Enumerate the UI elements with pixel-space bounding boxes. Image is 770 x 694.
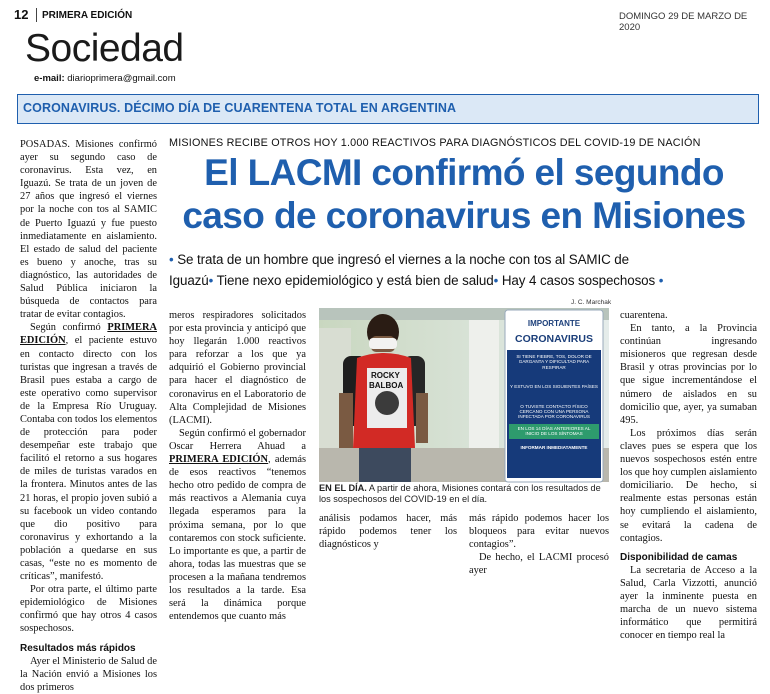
poster-block-4: EN LOS 14 DÍAS ANTERIORES AL INICIO DE LOS SÍNTOMAS [509,424,599,439]
poster-title-1: IMPORTANTE [527,319,581,328]
kicker: MISIONES RECIBE OTROS HOY 1.000 REACTIVOS PARA DIAGNÓSTICOS DEL COVID-19 DE NACIÓN [169,137,701,149]
under-photo-column-1: análisis podamos hacer, más rápido podemos tener los diagnósticos y [319,513,457,551]
summary-item-3: Hay 4 casos sospechosos [501,273,656,288]
section-title: Sociedad [25,27,184,70]
photo-caption-text: A partir de ahora, Misiones contará con los resultados de los sospechosos del COVID-19 en el día. [319,483,601,504]
issue-date: DOMINGO 29 DE MARZO DE 2020 [619,11,748,33]
poster-block-2: Y ESTUVO EN LOS SIGUIENTES PAÍSES [510,384,598,390]
primera-edicion-link[interactable]: PRIMERA EDICIÓN [20,322,157,347]
section-email [34,73,176,84]
right-paragraph: cuarentena. [620,310,668,321]
summary-item-2: Tiene nexo epidemiológico y está bien de salud [216,273,494,288]
summary: • Se trata de un hombre que ingresó el viernes a la noche con tos al SAMIC de Iguazú• Tiene nexo epidemiológico y está bien de salud• Hay 4 casos sospechosos • [169,252,664,288]
topic-banner [17,94,759,124]
header-divider [36,8,37,22]
subheading-camas: Disponibilidad de camas [620,551,738,563]
shirt-text-1: ROCKY [371,371,400,380]
right-paragraph: La secretaria de Acceso a la Salud, Carla Vizzotti, anunció ayer la inminente puesta en marcha de un nuevo sistema informático que permitirá conocer en tiempo real la [620,564,757,642]
edition-label: PRIMERA EDICIÓN [42,10,133,21]
topic-banner-text: CORONAVIRUS. DÉCIMO DÍA DE CUARENTENA TOTAL EN ARGENTINA [23,101,457,115]
poster-block-1: SI TIENE FIEBRE, TOS, DOLOR DE GARGANTA Y DIFICULTAD PARA RESPIRAR [516,354,592,370]
middle-column [169,309,307,623]
email-address[interactable]: diarioprimera@gmail.com [67,73,176,84]
headline [169,151,759,237]
left-paragraph: POSADAS. Misiones confirmó ayer su segundo caso de coronavirus. Esta vez, en Iguazú. Se trata de un joven de 27 años que ingresó el viernes por la noche con tos al SAMIC de Puerto Iguazú y fue puesto inmediatamente en aislamiento. El estado de salud del paciente es bueno y anoche, tras su diagnóstico, las autoridades de Salud Pública iniciaron la búsqueda de contactos para tratar de evitar contagios. [20,139,157,321]
right-paragraph: En tanto, a la Provincia continúan ingresando misioneros que regresan desde Brasil y otras provincias por lo que sigue incrementándose el número de aislados en su domicilio que, ayer, ya sumaban 495. [620,323,757,426]
photo-caption-label: EN EL DÍA. [319,483,367,493]
right-column [620,309,757,642]
primera-edicion-link[interactable]: PRIMERA EDICIÓN [169,454,268,466]
summary-item-1-cont: Iguazú [169,273,209,288]
shirt-text-2: BALBOA [369,381,404,390]
under-photo-column-2: más rápido podemos hacer los bloqueos para evitar nuevos contagios”. De hecho, el LACMI procesó ayer [469,513,609,577]
poster-title-2: CORONAVIRUS [515,333,593,345]
middle-paragraph: meros respiradores solicitados por esta provincia y anticipó que hoy llegarán 1.000 reactivos para reforzar a los que ya adquirió el Gobierno provincial para hacer el diagnóstico de coronavirus en el Laboratorio de Alta Complejidad de Misiones (LACMI). [169,310,306,426]
article-photo [319,308,609,482]
poster-footer: INFORMAR INMEDIATAMENTE [520,444,588,450]
left-paragraph: Según confirmó PRIMERA EDICIÓN, el paciente estuvo en contacto directo con los turistas que ingresan a través de Brasil pues estaba a cargo de este operativo como supervisor de la Empresa Río Uruguay. Contaba con todos los elementos de protección para poder desempeñar este trabajo que facilitó el retorno a sus hogares de miles de turistas varados en la frontera. Minutos antes de las 21 horas, el propio joven subió a su facebook un video contando que dio positivo para coronavirus y exhortando a la población a quedarse en sus casas, “este no es momento de críticas”, manifestó. [20,322,157,583]
headline-line-1: El LACMI confirmó el segundo [204,152,724,193]
headline-line-2: caso de coronavirus en Misiones [182,195,746,236]
photo-illustration [319,308,609,482]
right-paragraph: Los próximos días serán claves pues se espera que los nuevos sospechosos estén entre los que hoy cumplen aislamiento domiciliario. De hecho, si realmente estas personas están hoy cumpliendo el aislamiento, se evitará la cadena de contagios. [620,427,757,544]
summary-bullet: • [169,252,174,267]
photo-credit: J. C. Marchak [571,299,612,306]
summary-item-1: Se trata de un hombre que ingresó el viernes a la noche con tos al SAMIC de [177,252,629,267]
left-paragraph: Por otra parte, el último parte epidemiológico de Misiones confirmó que hay otros 4 casos sospechosos. [20,584,157,635]
page-number: 12 [14,7,29,22]
photo-caption [319,483,609,505]
poster-block-3: O TUVISTE CONTACTO FÍSICO CERCANO CON UNA PERSONA INFECTADA POR CORONAVIRUS [518,403,590,420]
subheading-resultados: Resultados más rápidos [20,642,136,654]
middle-paragraph: Según confirmó el gobernador Oscar Herrera Ahuad a PRIMERA EDICIÓN, además de esos reactivos “tenemos hecho otro pedido de compra de más reactivos a Alemania cuya llegada esperamos para la próxima semana, por lo que contaremos con stock suficiente. Lo importante es que, a partir de ahora, todas las muestras que se procesen a la mañana tendremos los resultados a la tarde. Esa será la dinámica porque entendemos que cuanto más [169,427,307,623]
left-paragraph: Ayer el Ministerio de Salud de la Nación envió a Misiones los dos primeros [20,655,157,693]
left-column [20,138,157,693]
email-label: e-mail: [34,73,65,84]
